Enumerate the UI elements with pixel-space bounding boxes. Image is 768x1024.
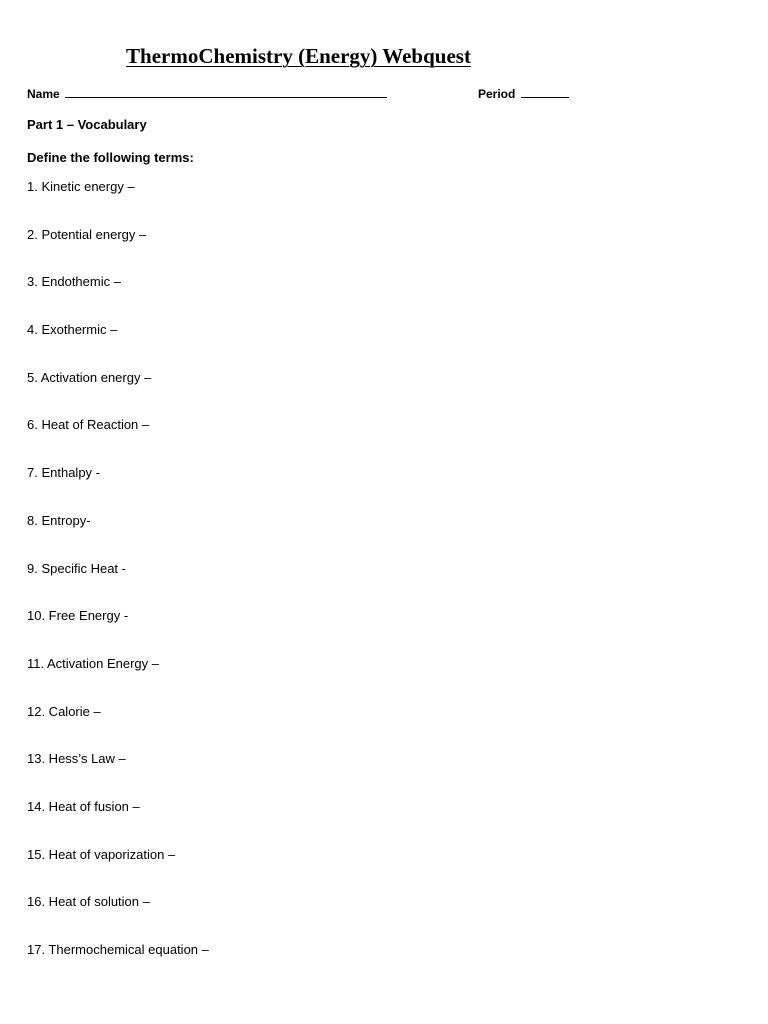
vocabulary-term: 9. Specific Heat -	[27, 560, 126, 576]
vocabulary-term: 13. Hess’s Law –	[27, 751, 126, 767]
vocabulary-term: 8. Entropy-	[27, 512, 91, 528]
vocabulary-term: 1. Kinetic energy –	[27, 179, 135, 194]
vocabulary-term: 14. Heat of fusion –	[27, 798, 140, 814]
vocabulary-term: 2. Potential energy –	[27, 226, 147, 242]
vocabulary-term: 16. Heat of solution –	[27, 894, 150, 910]
period-field	[478, 85, 569, 101]
worksheet-title: ThermoChemistry (Energy) Webquest	[126, 44, 471, 68]
name-blank-line	[65, 85, 387, 98]
vocabulary-term: 6. Heat of Reaction –	[27, 417, 150, 433]
vocabulary-term: 3. Endothemic –	[27, 274, 121, 290]
period-label: Period	[478, 87, 516, 101]
name-label: Name	[27, 87, 60, 101]
vocabulary-term: 12. Calorie –	[27, 703, 101, 719]
vocabulary-term: 17. Thermochemical equation –	[27, 942, 209, 957]
vocabulary-term: 15. Heat of vaporization –	[27, 846, 176, 862]
vocabulary-term: 10. Free Energy -	[27, 608, 129, 624]
vocabulary-term: 4. Exothermic –	[27, 322, 118, 338]
vocabulary-term-list	[27, 177, 209, 988]
instructions: Define the following terms:	[27, 150, 194, 165]
period-blank-line	[521, 85, 569, 98]
part-heading: Part 1 – Vocabulary	[27, 117, 147, 132]
name-field	[27, 85, 387, 101]
vocabulary-term: 5. Activation energy –	[27, 369, 152, 385]
vocabulary-term: 7. Enthalpy -	[27, 465, 100, 481]
vocabulary-term: 11. Activation Energy –	[27, 655, 160, 671]
